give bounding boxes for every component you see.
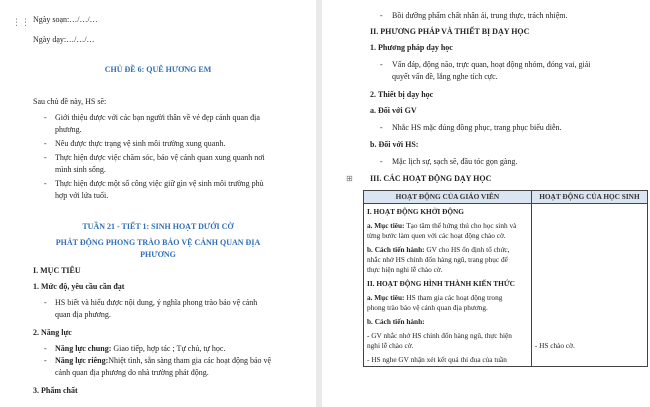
section-heading: III. CÁC HOẠT ĐỘNG DẠY HỌC xyxy=(370,174,492,183)
goal-item: hợp với lứa tuổi. xyxy=(55,191,109,200)
table-handle-icon[interactable]: ⊞ xyxy=(346,174,353,183)
section-heading: II. PHƯƠNG PHÁP VÀ THIẾT BỊ DẠY HỌC xyxy=(370,27,530,36)
table-row xyxy=(364,204,648,367)
activity-table xyxy=(363,190,648,367)
list-item: cảnh quan địa phương do nhà trường phát động. xyxy=(55,368,209,377)
list-item: Mặc lịch sự, sạch sẽ, đầu tóc gọn gàng. xyxy=(392,157,518,166)
date-prepared: Ngày soạn:…/…/… xyxy=(33,15,98,24)
date-taught: Ngày dạy:…/…/… xyxy=(33,35,95,44)
drag-handle-icon[interactable]: ⋮⋮ xyxy=(12,18,30,28)
hs-label: b. Đối với HS: xyxy=(370,140,419,149)
list-item: quyết vấn đề, lắng nghe tích cực. xyxy=(392,72,498,81)
student-column-header: HOẠT ĐỘNG CỦA HỌC SINH xyxy=(531,191,647,204)
list-item: Năng lực chung: Giao tiếp, hợp tác ; Tự chủ, tự học. xyxy=(55,344,226,353)
document-page-right: - Bồi dưỡng phẩm chất nhân ái, trung thực, trách nhiệm. II. PHƯƠNG PHÁP VÀ THIẾT BỊ DẠY HỌC 1. Phương pháp dạy học - Vấn đáp, động não, trực quan, hoạt động nhóm, đóng vai, giải quyết vấn đề, lắng nghe tích cực. 2. Thiết bị dạy học a. Đối với GV - Nhắc HS mặc đúng đồng phục, trang phục biểu diễn. b. Đối với HS: - Mặc lịch sự, sạch sẽ, đầu tóc gọn gàng. ⊞ III. CÁC HOẠT ĐỘNG DẠY HỌC HOẠT ĐỘNG CỦA GIÁO VIÊN HOẠT ĐỘNG CỦA HỌC SINH I. HOẠT ĐỘNG KHỞI ĐỘNG a. Mục tiêu: Tạo tâm thế hứng thú cho học sinh và từng bước làm quen với các hoạt động chào cờ. b. Cách tiến hành: GV cho HS ổn định tổ chức, nhắc nhở HS chỉnh đốn hàng ngũ, trang phục để thực hiện nghi lễ chào cờ. II. HOẠT ĐỘNG HÌNH THÀNH KIẾN THỨC a. Mục tiêu: HS tham gia các hoạt động trong phong trào bảo vệ cảnh quan địa phương. b. Cách tiến hành: - GV nhắc nhở HS chỉnh đốn hàng ngũ, thực hiện nghi lễ chào cờ. - HS nghe GV nhận xét kết quả thi đua của tuần - HS chào cờ. xyxy=(322,0,650,407)
sub-title-line1: PHÁT ĐỘNG PHONG TRÀO BẢO VỆ CẢNH QUAN ĐỊA xyxy=(55,238,261,247)
student-activity-cell: - HS chào cờ. xyxy=(531,204,647,367)
list-item: Bồi dưỡng phẩm chất nhân ái, trung thực, trách nhiệm. xyxy=(392,11,568,20)
goal-item: Nêu được thực trạng vệ sinh môi trường xung quanh. xyxy=(55,139,226,148)
intro-text: Sau chủ đề này, HS sẽ: xyxy=(33,97,107,106)
list-item: Vấn đáp, động não, trực quan, hoạt động nhóm, đóng vai, giải xyxy=(392,60,591,69)
goal-item: mình sinh sống. xyxy=(55,165,106,174)
document-page-left: ⋮⋮ Ngày soạn:…/…/… Ngày dạy:…/…/… CHỦ ĐỀ 6: QUÊ HƯƠNG EM Sau chủ đề này, HS sẽ: - Giới thiệu được với các bạn người thân về vẻ đẹp cảnh quan địa phương. - Nêu được thực trạng vệ sinh môi trường xung quanh. - Thực hiện được việc chăm sóc, bảo vệ cảnh quan xung quanh nơi mình sinh sống. - Thực hiện được một số công việc giữ gìn vệ sinh môi trường phù hợp với lứa tuổi. TUẦN 21 - TIẾT 1: SINH HOẠT DƯỚI CỜ PHÁT ĐỘNG PHONG TRÀO BẢO VỆ CẢNH QUAN ĐỊA PHƯƠNG I. MỤC TIÊU 1. Mức độ, yêu cầu cần đạt - HS biết và hiểu được nội dung, ý nghĩa phong trào bảo vệ cảnh quan địa phương. 2. Năng lực - Năng lực chung: Giao tiếp, hợp tác ; Tự chủ, tự học. - Năng lực riêng:Nhiệt tình, sẵn sàng tham gia các hoạt động bảo vệ cảnh quan địa phương do nhà trường phát động. 3. Phẩm chất xyxy=(0,0,316,407)
table-header-row xyxy=(364,191,648,204)
gv-label: a. Đối với GV xyxy=(370,106,417,115)
subsection-heading: 3. Phẩm chất xyxy=(33,386,78,395)
teacher-activity-cell: I. HOẠT ĐỘNG KHỞI ĐỘNG a. Mục tiêu: Tạo tâm thế hứng thú cho học sinh và từng bước làm quen với các hoạt động chào cờ. b. Cách tiến hành: GV cho HS ổn định tổ chức, nhắc nhở HS chỉnh đốn hàng ngũ, trang phục để thực hiện nghi lễ chào cờ. II. HOẠT ĐỘNG HÌNH THÀNH KIẾN THỨC a. Mục tiêu: HS tham gia các hoạt động trong phong trào bảo vệ cảnh quan địa phương. b. Cách tiến hành: - GV nhắc nhở HS chỉnh đốn hàng ngũ, thực hiện nghi lễ chào cờ. - HS nghe GV nhận xét kết quả thi đua của tuần xyxy=(364,204,532,367)
goal-item: Thực hiện được việc chăm sóc, bảo vệ cảnh quan xung quanh nơi xyxy=(55,153,265,162)
list-item: quan địa phương. xyxy=(55,310,111,319)
week-title: TUẦN 21 - TIẾT 1: SINH HOẠT DƯỚI CỜ xyxy=(82,222,234,231)
goal-item: Giới thiệu được với các bạn người thân về vẻ đẹp cảnh quan địa xyxy=(55,113,260,122)
list-item: HS biết và hiểu được nội dung, ý nghĩa phong trào bảo vệ cảnh xyxy=(55,298,258,307)
goal-item: Thực hiện được một số công việc giữ gìn vệ sinh môi trường phù xyxy=(55,179,264,188)
list-item: Nhắc HS mặc đúng đồng phục, trang phục biểu diễn. xyxy=(392,123,562,132)
subsection-heading: 1. Mức độ, yêu cầu cần đạt xyxy=(33,282,125,291)
subsection-heading: 1. Phương pháp dạy học xyxy=(370,43,453,52)
sub-title-line2: PHƯƠNG xyxy=(140,250,176,259)
list-item: Năng lực riêng:Nhiệt tình, sẵn sàng tham gia các hoạt động bảo vệ xyxy=(55,356,272,365)
subsection-heading: 2. Thiết bị dạy học xyxy=(370,90,434,99)
topic-title: CHỦ ĐỀ 6: QUÊ HƯƠNG EM xyxy=(104,65,212,74)
subsection-heading: 2. Năng lực xyxy=(33,328,72,337)
teacher-column-header: HOẠT ĐỘNG CỦA GIÁO VIÊN xyxy=(364,191,532,204)
goal-item: phương. xyxy=(55,125,82,134)
section-heading: I. MỤC TIÊU xyxy=(33,266,81,275)
